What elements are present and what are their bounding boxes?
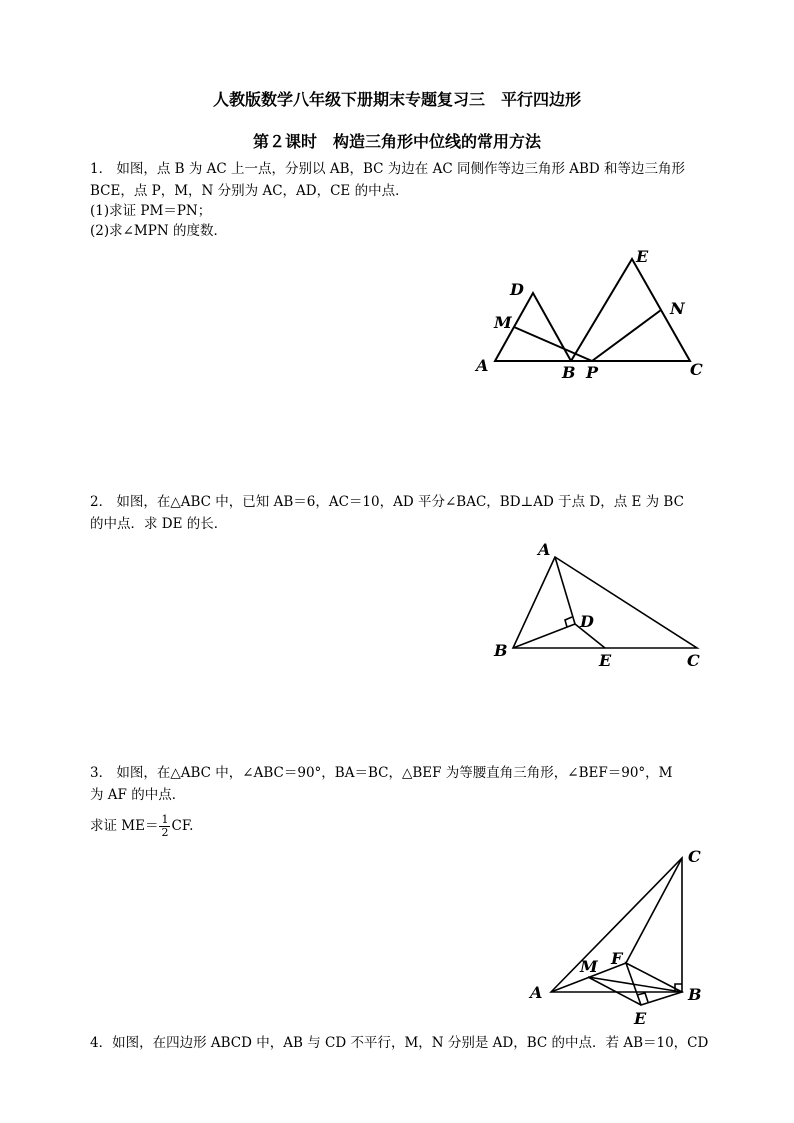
label-a: A (538, 540, 551, 559)
label-n: N (670, 299, 685, 318)
page-title: 人教版数学八年级下册期末专题复习三 平行四边形 (212, 90, 581, 109)
label-a: A (530, 983, 543, 1002)
problem-2-line-1: 2． 如图，在△ABC 中，已知 AB＝6，AC＝10，AD 平分∠BAC，BD⊥AD 于点 D，点 E 为 BC (90, 494, 684, 510)
proof-prefix: 求证 ME＝ (90, 818, 159, 834)
label-b: B (562, 363, 576, 382)
label-e: E (599, 651, 612, 670)
page-subtitle: 第２课时 构造三角形中位线的常用方法 (252, 132, 541, 151)
label-c: C (690, 360, 703, 379)
label-m: M (494, 313, 512, 332)
problem-1-part-2: (2)求∠MPN 的度数． (90, 223, 227, 239)
fraction-numerator: 1 (161, 813, 169, 826)
label-b: B (494, 641, 508, 660)
fraction-denominator: 2 (161, 826, 169, 839)
label-b: B (688, 985, 702, 1004)
label-f: F (611, 949, 623, 968)
proof-suffix: CF. (171, 818, 194, 834)
problem-4-line-1: 4．如图，在四边形 ABCD 中，AB 与 CD 不平行，M，N 分别是 AD，BC 的中点．若 AB＝10，CD (90, 1035, 709, 1051)
label-p: P (586, 363, 599, 382)
label-e: E (636, 247, 649, 266)
label-e: E (634, 1009, 647, 1028)
label-m: M (580, 957, 598, 976)
label-c: C (688, 847, 701, 866)
label-a: A (476, 356, 489, 375)
label-c: C (687, 651, 700, 670)
problem-3-line-2: 为 AF 的中点． (90, 787, 186, 803)
problem-1-line-1: 1． 如图，点 B 为 AC 上一点，分别以 AB，BC 为边在 AC 同侧作等边三角形 ABD 和等边三角形 (90, 161, 686, 177)
segment-fc (626, 858, 682, 963)
problem-1-part-1: (1)求证 PM＝PN； (90, 203, 212, 219)
problem-1-line-2: BCE，点 P，M，N 分别为 AC，AD，CE 的中点． (90, 183, 409, 199)
label-d: D (580, 612, 594, 631)
problem-3-line-1: 3． 如图，在△ABC 中，∠ABC＝90°，BA＝BC，△BEF 为等腰直角三角形，∠BEF＝90°，M (90, 765, 673, 781)
problem-2-line-2: 的中点．求 DE 的长． (90, 516, 228, 532)
triangle-abc (551, 858, 682, 992)
label-d: D (510, 280, 524, 299)
